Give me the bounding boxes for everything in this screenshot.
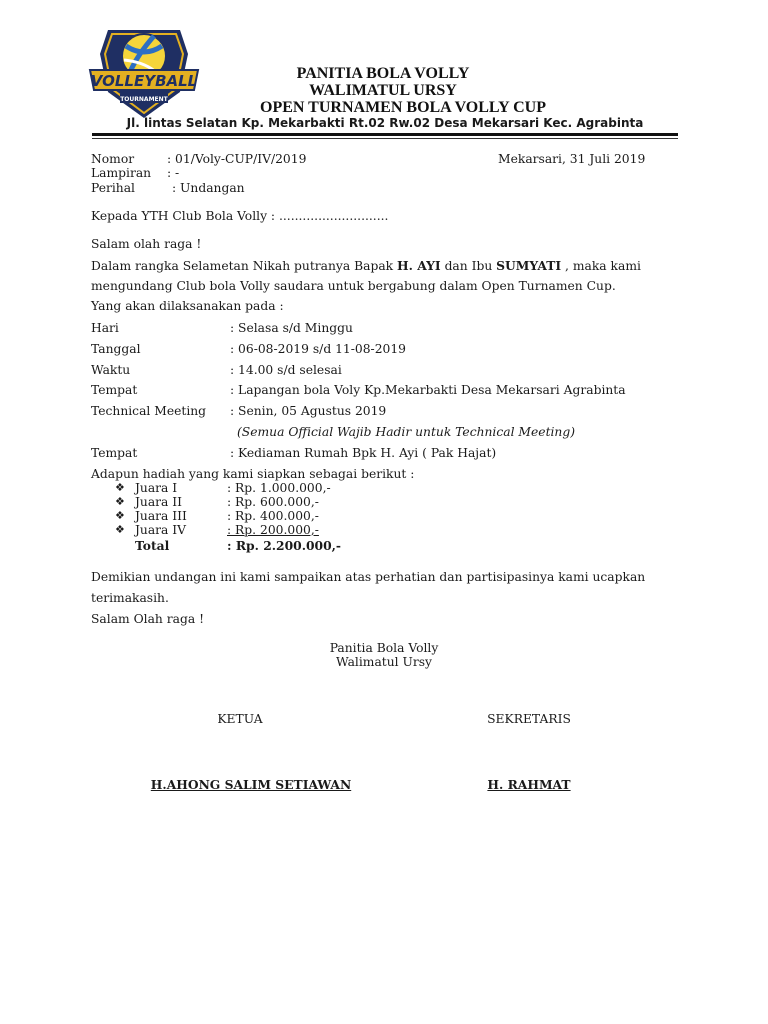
detail-tempat-value: : Lapangan bola Voly Kp.Mekarbakti Desa Mekarsari Agrabinta — [230, 383, 626, 397]
logo-text: VOLLEYBALL — [90, 72, 198, 90]
body-paragraph-1 — [91, 258, 641, 273]
signoff-org-1: Panitia Bola Volly — [329, 641, 439, 655]
detail-hari-label: Hari — [91, 321, 119, 335]
header-line-1: PANITIA BOLA VOLLY — [296, 65, 470, 82]
perihal-value: : Undangan — [172, 181, 245, 195]
body-paragraph-3: Yang akan dilaksanakan pada : — [91, 299, 284, 313]
diamond-bullet-icon: ❖ — [115, 509, 125, 522]
technical-meeting-note: (Semua Official Wajib Hadir untuk Technical Meeting) — [237, 425, 576, 439]
detail-tanggal-label: Tanggal — [91, 342, 141, 356]
diamond-bullet-icon: ❖ — [115, 481, 125, 494]
header-line-2: WALIMATUL URSY — [309, 82, 457, 99]
body-paragraph-2: mengundang Club bola Volly saudara untuk bergabung dalam Open Turnamen Cup. — [91, 279, 616, 293]
body-text-a: Dalam rangka Selametan Nikah putranya Bapak — [91, 259, 398, 273]
greeting: Salam olah raga ! — [91, 237, 202, 251]
detail-tanggal-value: : 06-08-2019 s/d 11-08-2019 — [230, 342, 406, 356]
prize-total-value: : Rp. 2.200.000,- — [227, 538, 342, 553]
diamond-bullet-icon: ❖ — [115, 495, 125, 508]
header-line-3: OPEN TURNAMEN BOLA VOLLY CUP — [260, 99, 546, 116]
nomor-value: : 01/Voly-CUP/IV/2019 — [167, 152, 307, 166]
logo-subtext: TOURNAMENT — [120, 96, 168, 103]
prize-3-value: : Rp. 400.000,- — [227, 509, 319, 523]
host-name-mother: SUMYATI — [496, 258, 562, 273]
recipient-line: Kepada YTH Club Bola Volly : ............................ — [91, 209, 389, 223]
lampiran-value: : - — [167, 166, 180, 180]
detail-tempat2-value: : Kediaman Rumah Bpk H. Ayi ( Pak Hajat) — [230, 446, 497, 460]
detail-tempat2-label: Tempat — [91, 446, 138, 460]
prize-4-value: : Rp. 200.000,- — [227, 523, 319, 537]
prize-1-label: Juara I — [135, 481, 178, 495]
detail-technical-meeting-label: Technical Meeting — [91, 404, 207, 418]
prize-1-value: : Rp. 1.000.000,- — [227, 481, 331, 495]
closing-line-3: Salam Olah raga ! — [91, 612, 205, 626]
prize-total-label: Total — [135, 538, 170, 553]
nomor-label: Nomor — [91, 152, 135, 166]
diamond-bullet-icon: ❖ — [115, 523, 125, 536]
header-address: Jl. lintas Selatan Kp. Mekarbakti Rt.02 Rw.02 Desa Mekarsari Kec. Agrabinta — [126, 116, 644, 130]
chairman-role: KETUA — [217, 712, 263, 726]
detail-tempat-label: Tempat — [91, 383, 138, 397]
host-name-father: H. AYI — [397, 258, 441, 273]
chairman-name: H.AHONG SALIM SETIAWAN — [150, 777, 352, 792]
closing-line-1: Demikian undangan ini kami sampaikan atas perhatian dan partisipasinya kami ucapkan — [91, 570, 646, 584]
prizes-intro: Adapun hadiah yang kami siapkan sebagai berikut : — [91, 467, 415, 481]
detail-technical-meeting-value: : Senin, 05 Agustus 2019 — [230, 404, 387, 418]
body-text-b: dan Ibu — [440, 259, 497, 273]
detail-waktu-value: : 14.00 s/d selesai — [230, 363, 342, 377]
body-text-c: , maka kami — [561, 259, 641, 273]
prize-4-row — [135, 523, 317, 537]
secretary-name: H. RAHMAT — [487, 777, 571, 792]
closing-line-2: terimakasih. — [91, 591, 169, 605]
prize-2-value: : Rp. 600.000,- — [227, 495, 319, 509]
signoff-org-2: Walimatul Ursy — [336, 655, 432, 669]
detail-hari-value: : Selasa s/d Minggu — [230, 321, 353, 335]
prize-3-label: Juara III — [135, 509, 187, 523]
secretary-role: SEKRETARIS — [487, 712, 571, 726]
prize-4-label: Juara IV — [135, 523, 187, 537]
lampiran-label: Lampiran — [91, 166, 152, 180]
header-divider-thick — [92, 133, 678, 136]
letter-date: Mekarsari, 31 Juli 2019 — [498, 152, 646, 166]
perihal-label: Perihal — [91, 181, 135, 195]
detail-waktu-label: Waktu — [91, 363, 131, 377]
header-divider-thin — [92, 138, 678, 139]
prize-2-label: Juara II — [135, 495, 183, 509]
